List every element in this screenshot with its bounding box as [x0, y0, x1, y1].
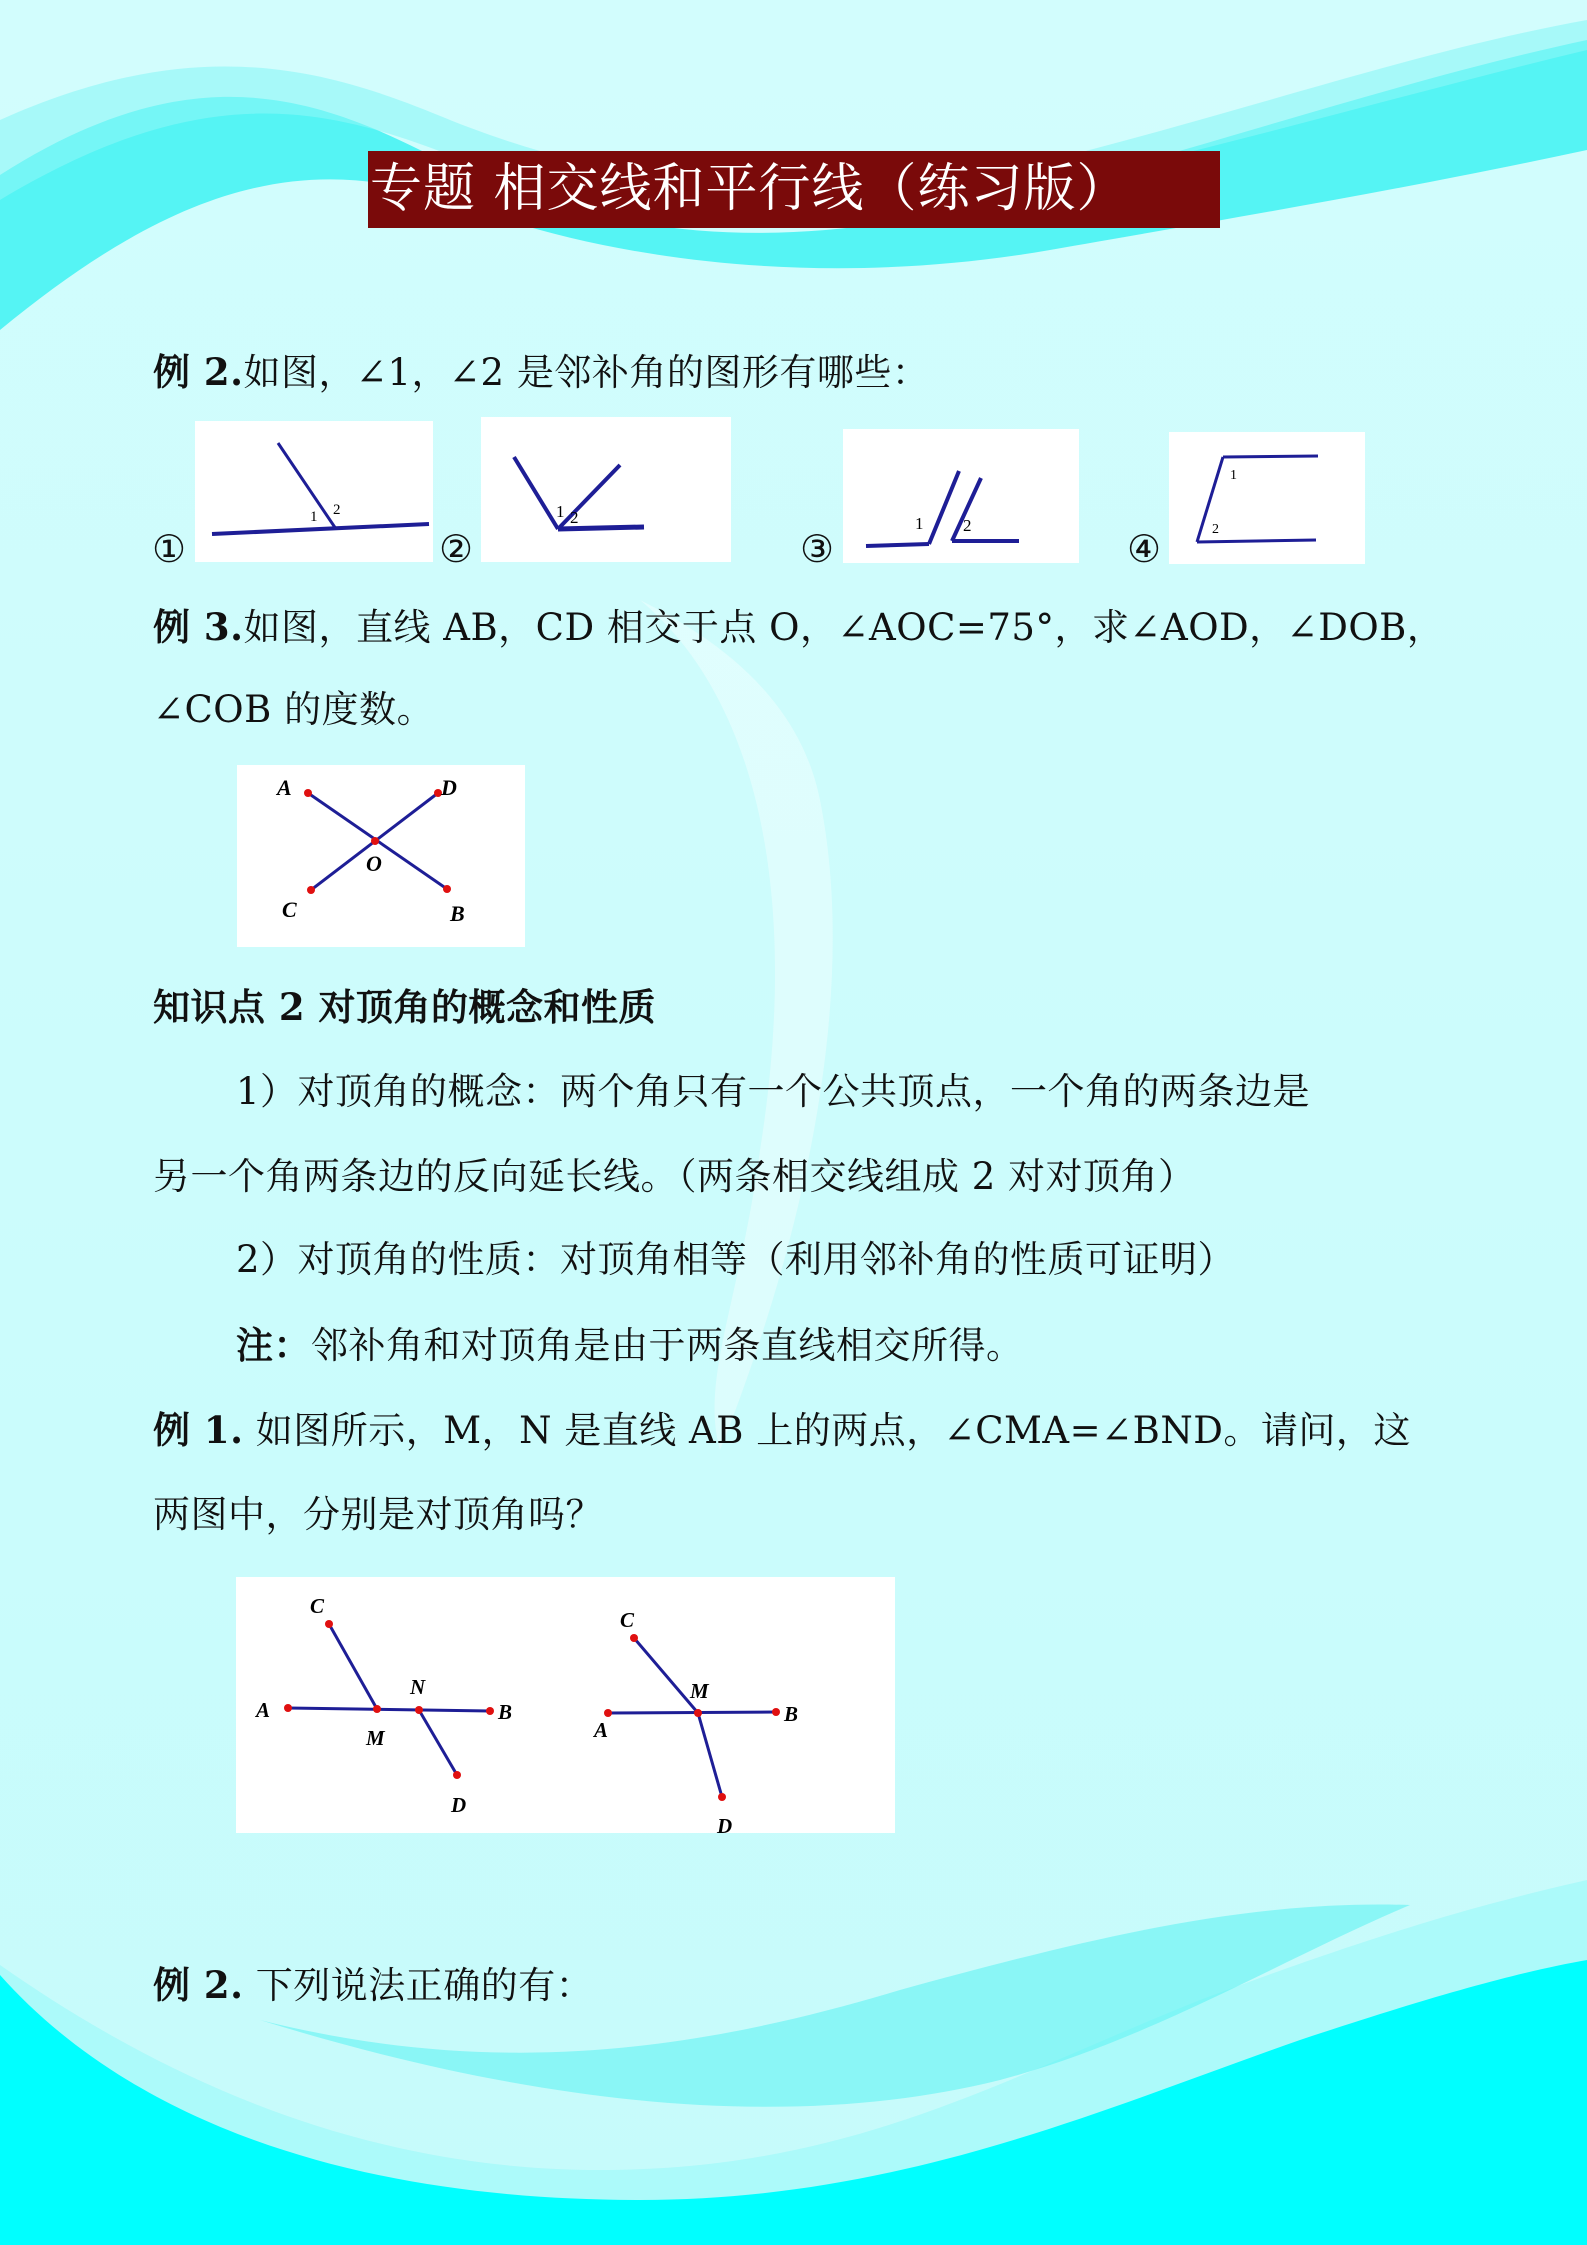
- example3-question-line2: ∠COB 的度数。: [153, 688, 435, 731]
- adjacent-angle-figure-4: [1169, 432, 1365, 564]
- example-lead: 例 2.: [153, 1963, 244, 2007]
- example1-question-line1: [153, 1408, 1411, 1453]
- figure-1: [195, 421, 433, 562]
- example1-question-line2: 两图中，分别是对顶角吗？: [153, 1493, 603, 1536]
- figure-marker-3: ③: [800, 527, 835, 571]
- figure-marker-1: ①: [152, 527, 187, 571]
- point-label-A: A: [594, 1718, 609, 1742]
- point-label-A: A: [256, 1698, 271, 1722]
- point-label-B: B: [450, 901, 465, 926]
- example-text: 下列说法正确的有：: [243, 1964, 594, 2007]
- adjacent-angle-figure-1: [195, 421, 433, 562]
- angle-label-1: 1: [556, 502, 565, 521]
- example-lead: 例 3.: [153, 605, 244, 649]
- angle-label-1: 1: [310, 509, 318, 525]
- point-label-D: D: [717, 1814, 733, 1833]
- example2b-question: [153, 1963, 593, 2008]
- point-label-D: D: [451, 1793, 467, 1817]
- figure-4: [1169, 432, 1365, 564]
- property-statement: 2）对顶角的性质：对顶角相等（利用邻补角的性质可证明）: [236, 1238, 1236, 1281]
- angle-label-2: 2: [963, 516, 972, 535]
- example-text: 如图所示，M，N 是直线 AB 上的两点，∠CMA=∠BND。请问，这: [243, 1409, 1411, 1452]
- concept-definition-line1: 1）对顶角的概念：两个角只有一个公共顶点，一个角的两条边是: [236, 1070, 1311, 1113]
- point-label-M: M: [366, 1726, 385, 1750]
- vertical-angles-diagram: [236, 1577, 895, 1833]
- example-lead: 例 1.: [153, 1408, 244, 1452]
- example2-question: [153, 350, 929, 395]
- angle-label-2: 2: [333, 502, 341, 518]
- figure-vertical-angles: [236, 1577, 895, 1833]
- adjacent-angle-figure-2: [481, 417, 731, 562]
- point-label-B: B: [784, 1702, 799, 1726]
- figure-marker-4: ④: [1127, 527, 1162, 571]
- example-text: 如图，直线 AB，CD 相交于点 O，∠AOC=75°，求∠AOD，∠DOB，: [243, 606, 1445, 649]
- point-label-B: B: [498, 1700, 513, 1724]
- point-label-C: C: [310, 1594, 325, 1618]
- adjacent-angle-figure-3: [843, 429, 1079, 563]
- example-text: 如图，∠1，∠2 是邻补角的图形有哪些：: [243, 351, 930, 394]
- note-text: 邻补角和对顶角是由于两条直线相交所得。: [311, 1324, 1024, 1367]
- figure-intersecting-lines: [237, 765, 525, 947]
- point-label-N: N: [410, 1675, 426, 1699]
- point-label-C: C: [282, 897, 297, 922]
- figure-marker-2: ②: [439, 527, 474, 571]
- page-title: 专题 相交线和平行线（练习版）: [368, 151, 1220, 228]
- point-label-D: D: [441, 775, 457, 800]
- point-label-O: O: [366, 851, 382, 876]
- figure-3: [843, 429, 1079, 563]
- point-label-C: C: [620, 1608, 635, 1632]
- angle-label-1: 1: [1230, 468, 1237, 483]
- concept-definition-line2: 另一个角两条边的反向延长线。（两条相交线组成 2 对对顶角）: [153, 1155, 1196, 1198]
- intersecting-lines-diagram: [237, 765, 525, 947]
- angle-label-2: 2: [1212, 522, 1219, 537]
- point-label-M: M: [690, 1679, 709, 1703]
- example3-question-line1: [153, 605, 1444, 650]
- note-lead: 注：: [236, 1323, 311, 1367]
- figure-2: [481, 417, 731, 562]
- note: [236, 1323, 1024, 1368]
- point-label-A: A: [277, 775, 292, 800]
- angle-label-2: 2: [570, 508, 579, 527]
- example-lead: 例 2.: [153, 350, 244, 394]
- angle-label-1: 1: [915, 514, 924, 533]
- section-heading: 知识点 2 对顶角的概念和性质: [153, 985, 657, 1029]
